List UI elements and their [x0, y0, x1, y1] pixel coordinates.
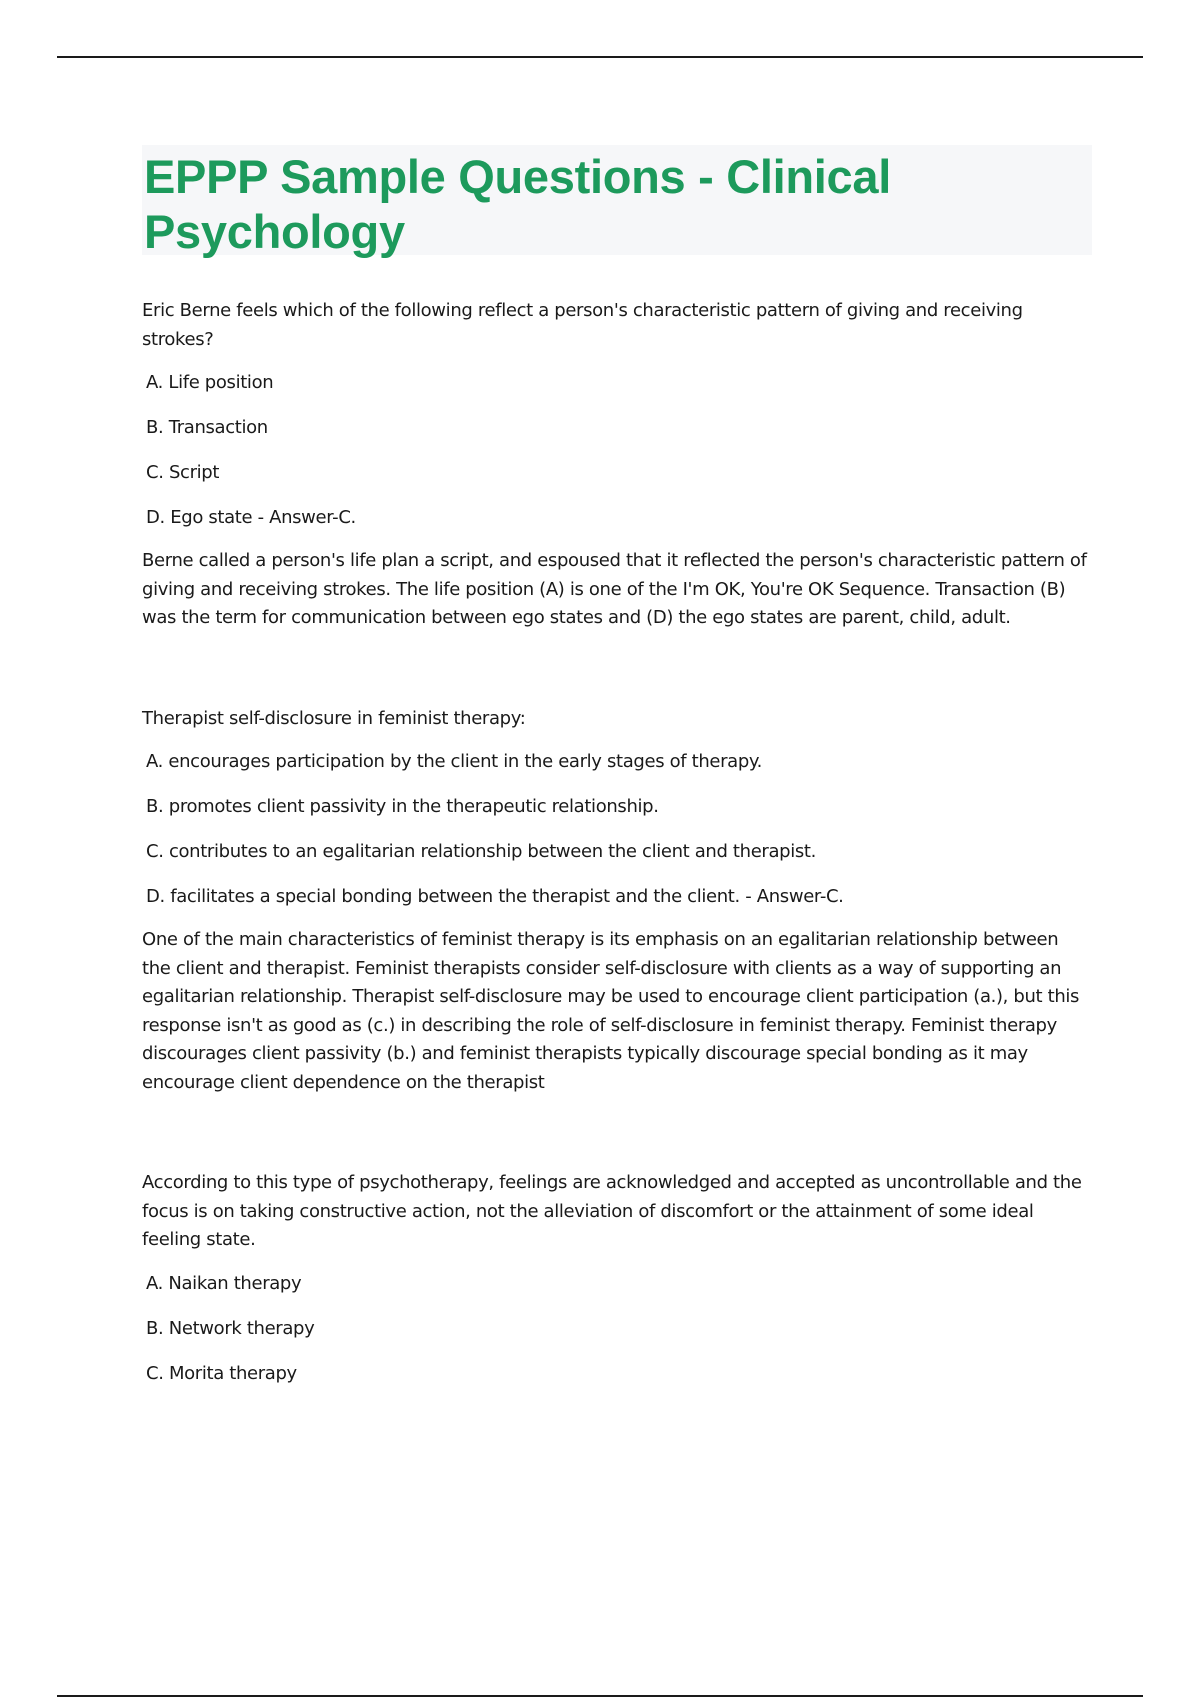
- question-1-explanation: Berne called a person's life plan a script, and espoused that it reflected the person's characteristic pattern of giving and receiving strokes. The life position (A) is one of the I'm OK, You're OK Sequence. Transaction (B) was the term for communication between ego states and (D) the ego states are parent, child, adult.: [142, 550, 1087, 628]
- page-bottom-rule: [57, 1695, 1143, 1697]
- document-title: EPPP Sample Questions - Clinical Psychology: [144, 150, 891, 258]
- question-2-option-b: B. promotes client passivity in the therapeutic relationship.: [146, 796, 659, 817]
- question-1-option-a: A. Life position: [146, 372, 274, 393]
- question-2-prompt: Therapist self-disclosure in feminist therapy:: [142, 707, 526, 729]
- question-2-option-c: C. contributes to an egalitarian relationship between the client and therapist.: [146, 841, 816, 862]
- question-1-option-b: B. Transaction: [146, 417, 268, 438]
- question-spacer: [142, 1113, 1092, 1169]
- question-3-option-b: B. Network therapy: [146, 1317, 315, 1339]
- question-1-prompt: Eric Berne feels which of the following reflect a person's characteristic pattern of giving and receiving strokes?: [142, 300, 1023, 350]
- question-3-prompt: According to this type of psychotherapy, feelings are acknowledged and accepted as uncontrollable and the focus is on taking constructive action, not the alleviation of discomfort or the attainment of some ideal feeling state.: [142, 1172, 1082, 1250]
- question-2-explanation: One of the main characteristics of feminist therapy is its emphasis on an egalitarian relationship between the client and therapist. Feminist therapists consider self-disclosure with clients as a way of supporting an egalitarian relationship. Therapist self-disclosure may be used to encourage client participation (a.), but this response isn't as good as (c.) in describing the role of self-disclosure in feminist therapy. Feminist therapy discourages client passivity (b.) and feminist therapists typically discourage special bonding as it may encourage client dependence on the therapist: [142, 929, 1080, 1093]
- question-1-option-c: C. Script: [146, 462, 220, 483]
- page-top-rule: [57, 56, 1143, 58]
- question-3-option-a: A. Naikan therapy: [146, 1272, 302, 1294]
- document-body: [142, 145, 1092, 1406]
- question-1: [142, 297, 1092, 633]
- question-2: [142, 705, 1092, 1098]
- question-1-option-d: D. Ego state - Answer-C.: [146, 507, 356, 528]
- question-3: [142, 1169, 1092, 1387]
- question-3-option-c: C. Morita therapy: [146, 1362, 297, 1384]
- question-2-option-d: D. facilitates a special bonding between the therapist and the client. - Answer-C.: [146, 886, 844, 907]
- question-2-option-a: A. encourages participation by the client in the early stages of therapy.: [146, 751, 763, 772]
- title-block: [142, 145, 1092, 258]
- question-spacer: [142, 649, 1092, 705]
